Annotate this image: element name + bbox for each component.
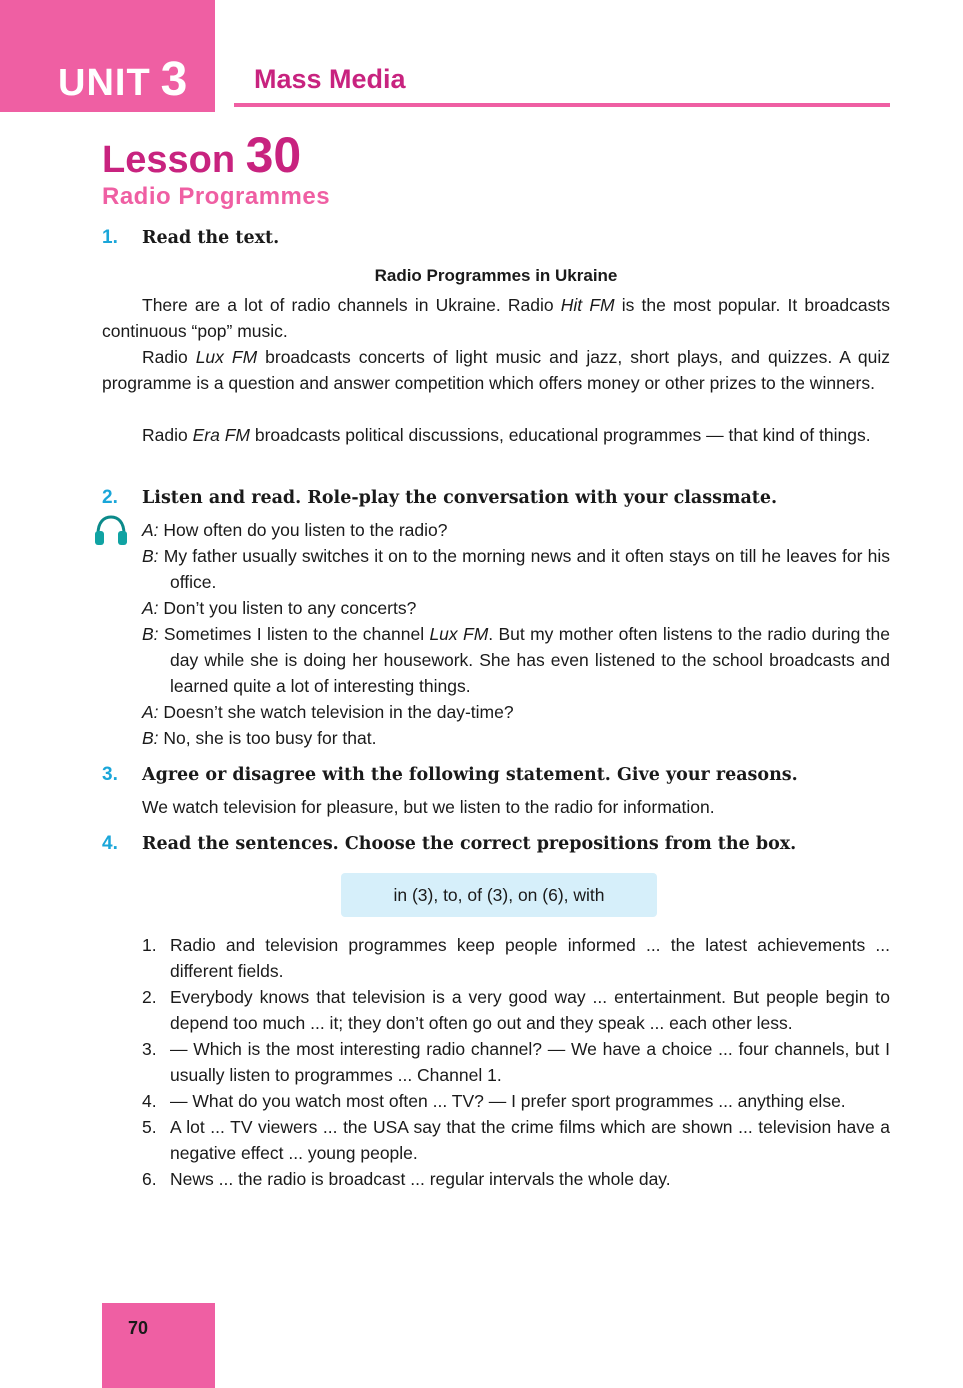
list-item: 5. A lot ... TV viewers ... the USA say that the crime films which are shown ... television have a negative effect ... young people. <box>142 1117 890 1163</box>
dialog <box>142 517 890 751</box>
prepositions-box: in (3), to, of (3), on (6), with <box>341 873 657 917</box>
list-item: 2. Everybody knows that television is a very good way ... entertainment. But people begin to depend too much ... it; they don’t often go out and they speak ... each other less. <box>142 987 890 1033</box>
dialog-line: A: Doesn’t she watch television in the day-time? <box>142 702 514 722</box>
dialog-line: A: Don’t you listen to any concerts? <box>142 598 417 618</box>
dialog-line: B: No, she is too busy for that. <box>142 728 377 748</box>
dialog-line: B: Sometimes I listen to the channel Lux FM. But my mother often listens to the radio during the day while she is doing her housework. She has even listened to the school broadcasts and learned quite a lot of interesting things. <box>142 624 890 696</box>
exercise-4-number: 4. <box>102 833 118 854</box>
reading-paragraph-1: There are a lot of radio channels in Ukraine. Radio Hit FM is the most popular. It broadcasts continuous “pop” music. <box>102 295 890 341</box>
dialog-line: B: My father usually switches it on to the morning news and it often stays on till he leaves for his office. <box>142 546 890 592</box>
exercise-3-statement: We watch television for pleasure, but we listen to the radio for information. <box>142 797 715 817</box>
page-number: 70 <box>128 1318 149 1338</box>
lesson-heading: Lesson 30 <box>102 127 302 183</box>
page-number-tab <box>102 1303 215 1388</box>
lesson-subtitle: Radio Programmes <box>102 183 331 210</box>
reading-paragraph-3: Radio Era FM broadcasts political discussions, educational programmes — that kind of things. <box>142 425 871 445</box>
exercise-3-number: 3. <box>102 764 118 785</box>
list-item: 1. Radio and television programmes keep people informed ... the latest achievements ... different fields. <box>142 935 890 981</box>
reading-text-title: Radio Programmes in Ukraine <box>374 266 618 285</box>
exercise-3-instruction: Agree or disagree with the following statement. Give your reasons. <box>142 765 798 785</box>
list-item: 6. News ... the radio is broadcast ... regular intervals the whole day. <box>142 1169 671 1189</box>
exercise-2-number: 2. <box>102 487 118 508</box>
sentence-list <box>142 932 890 1192</box>
reading-paragraph-2: Radio Lux FM broadcasts concerts of light music and jazz, short plays, and quizzes. A quiz programme is a question and answer competition which offers money or other prizes to the winners. <box>102 347 890 393</box>
exercise-4-instruction: Read the sentences. Choose the correct prepositions from the box. <box>142 834 797 854</box>
exercise-1-instruction: Read the text. <box>142 228 280 248</box>
dialog-line: A: How often do you listen to the radio? <box>142 520 448 540</box>
exercise-1-number: 1. <box>102 227 118 248</box>
headphones-icon <box>94 514 128 546</box>
list-item: 3. — Which is the most interesting radio channel? — We have a choice ... four channels, but I usually listen to programmes ... Channel 1. <box>142 1039 890 1085</box>
list-item: 4. — What do you watch most often ... TV? — I prefer sport programmes ... anything else. <box>142 1091 846 1111</box>
header-divider <box>234 103 890 107</box>
exercise-2-instruction: Listen and read. Role-play the conversation with your classmate. <box>142 488 778 508</box>
unit-label: UNIT 3 <box>58 53 189 106</box>
lesson-number: 30 <box>245 127 302 183</box>
unit-number: 3 <box>160 53 189 106</box>
unit-title: Mass Media <box>254 64 406 94</box>
